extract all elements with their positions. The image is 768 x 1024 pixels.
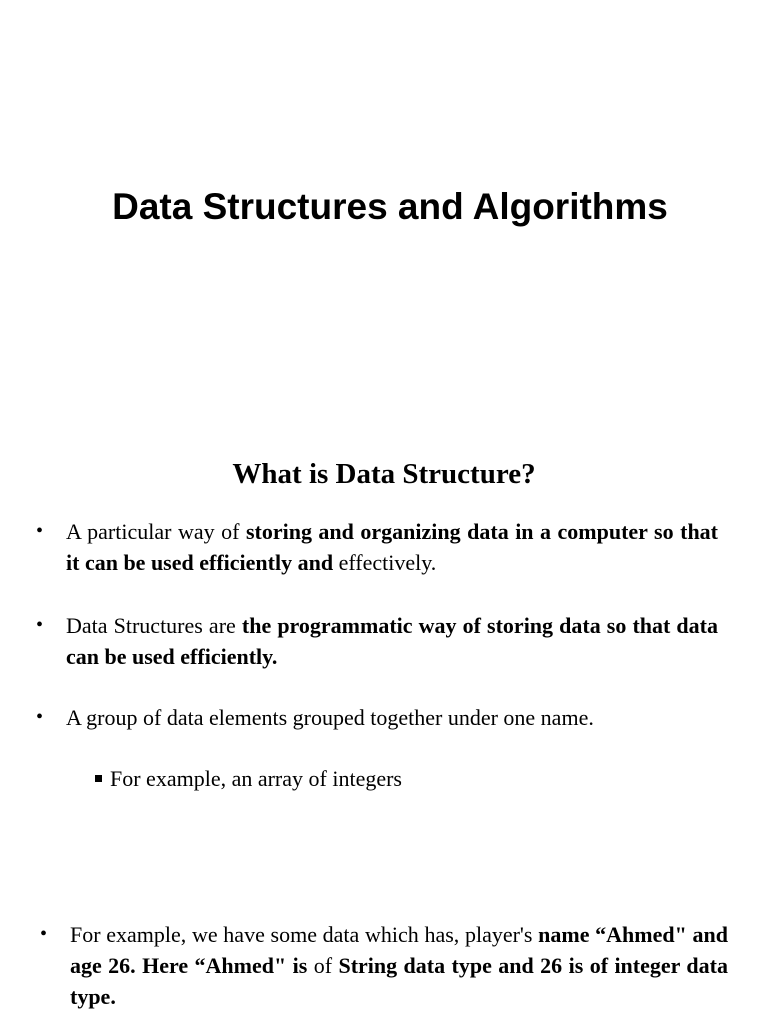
bold-text-segment: name “Ahmed" and age 26. Here “Ahmed" is (70, 922, 728, 978)
text-segment: of (307, 953, 339, 978)
bullet-icon: • (36, 520, 44, 542)
text-segment: For example, we have some data which has, player's (70, 922, 539, 947)
text-segment: A particular way of (66, 519, 246, 544)
bullet-item-example (40, 919, 728, 1012)
bullet-text (70, 919, 728, 1012)
text-segment: Data Structures are (66, 613, 242, 638)
bold-text-segment: storing and organizing data in a computer so that it can be used efficiently and (66, 519, 719, 575)
text-segment: effectively. (333, 550, 437, 575)
section-heading: What is Data Structure? (232, 458, 536, 490)
text-segment: A group of data elements grouped together under one name. (66, 705, 594, 730)
bullet-icon: • (36, 614, 44, 636)
bullet-item-definition (36, 516, 719, 578)
bullet-text (66, 610, 718, 672)
bullet-icon: • (40, 923, 48, 945)
bullet-icon: • (36, 706, 44, 728)
page-title: Data Structures and Algorithms (112, 186, 668, 227)
bold-text-segment: the programmatic way of storing data so that data can be used efficiently. (66, 613, 718, 669)
bullet-text (66, 702, 718, 733)
sub-bullet-text: For example, an array of integers (110, 766, 402, 791)
square-bullet-icon (95, 775, 102, 782)
bullet-text (66, 516, 718, 578)
bold-text-segment: String data type and 26 is of integer data type. (70, 953, 728, 1009)
sub-bullet-item (110, 763, 710, 794)
bullet-item-programmatic (36, 610, 718, 672)
bullet-item-group (36, 702, 718, 733)
